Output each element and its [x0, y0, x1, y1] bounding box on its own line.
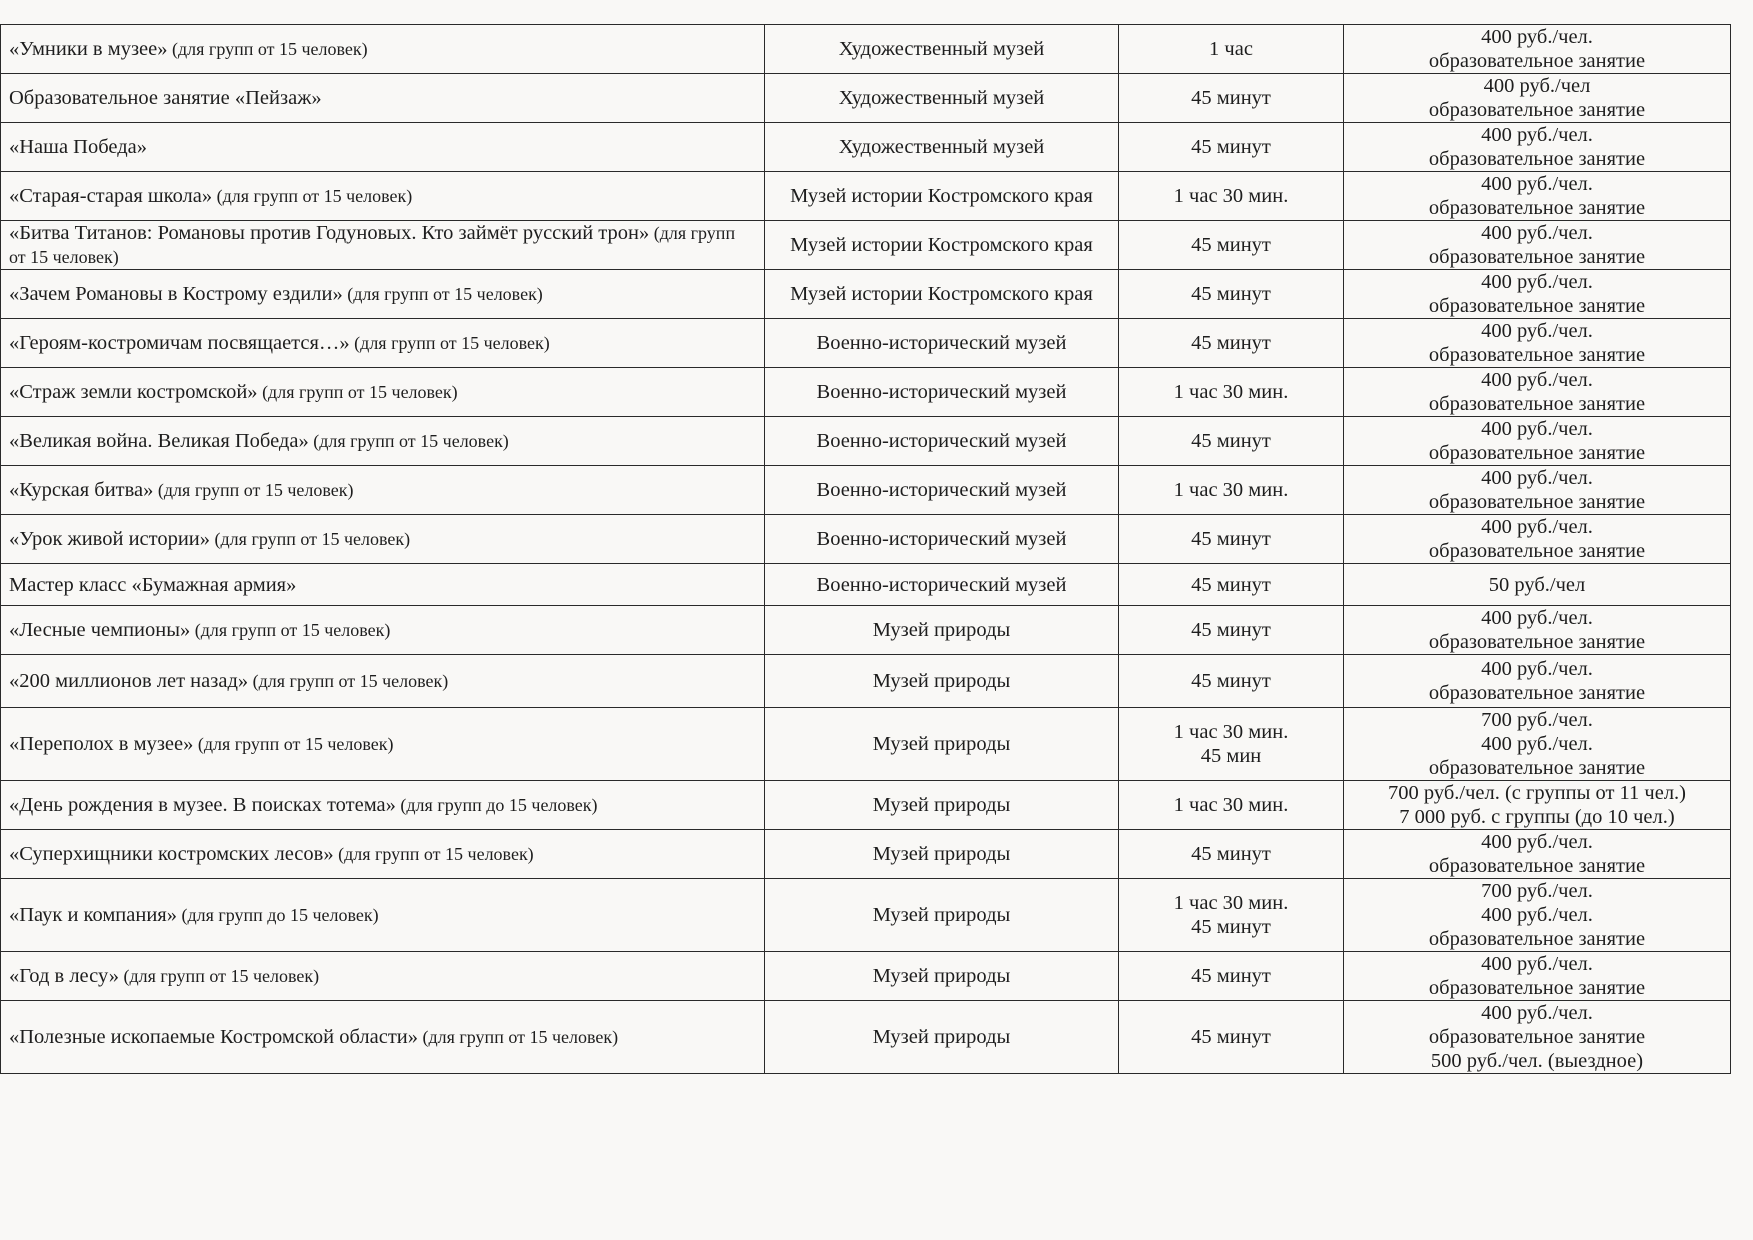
program-title-cell — [1, 1001, 765, 1074]
museum-cell: Музей истории Костромского края — [765, 172, 1119, 221]
duration-cell-line: 1 час 30 мин. — [1173, 721, 1289, 743]
table-row — [1, 466, 1731, 515]
museum-cell: Музей природы — [765, 1001, 1119, 1074]
group-size-note: (для групп от 15 человек) — [212, 186, 413, 206]
table-row — [1, 270, 1731, 319]
program-title: Образовательное занятие «Пейзаж» — [9, 87, 322, 109]
program-title: «Полезные ископаемые Костромской области» — [9, 1026, 418, 1048]
group-size-note: (для групп от 15 человек) — [210, 529, 411, 549]
price-cell-line: 400 руб./чел. — [1481, 467, 1593, 489]
program-title: «Страж земли костромской» — [9, 381, 258, 403]
duration-cell: 45 минут — [1119, 74, 1344, 123]
price-cell — [1344, 74, 1731, 123]
duration-cell-line: 1 час 30 мин. — [1173, 892, 1289, 914]
group-size-note: (для групп от 15 человек) — [9, 223, 736, 267]
price-cell-line: 400 руб./чел. — [1481, 733, 1593, 755]
museum-cell: Музей природы — [765, 781, 1119, 830]
duration-cell: 45 минут — [1119, 830, 1344, 879]
programs-table-body — [1, 25, 1731, 1074]
price-cell-line: образовательное занятие — [1428, 977, 1646, 999]
price-cell — [1344, 319, 1731, 368]
table-row — [1, 1001, 1731, 1074]
price-cell — [1344, 879, 1731, 952]
table-row — [1, 879, 1731, 952]
table-row — [1, 172, 1731, 221]
price-cell-line: образовательное занятие — [1428, 344, 1646, 366]
price-cell-line: образовательное занятие — [1428, 682, 1646, 704]
duration-cell: 45 минут — [1119, 515, 1344, 564]
price-cell-line: 400 руб./чел. — [1481, 904, 1593, 926]
program-title: «День рождения в музее. В поисках тотема» — [9, 794, 396, 816]
price-cell — [1344, 270, 1731, 319]
price-cell-line: 400 руб./чел. — [1481, 418, 1593, 440]
duration-cell: 45 минут — [1119, 319, 1344, 368]
price-cell-line: 400 руб./чел. — [1481, 607, 1593, 629]
program-title: «Наша Победа» — [9, 136, 147, 158]
price-cell — [1344, 417, 1731, 466]
museum-cell: Художественный музей — [765, 123, 1119, 172]
program-title: Мастер класс «Бумажная армия» — [9, 573, 297, 596]
duration-cell: 45 минут — [1119, 952, 1344, 1001]
group-size-note: (для групп от 15 человек) — [119, 966, 320, 986]
price-cell-line: 50 руб./чел — [1488, 573, 1586, 596]
group-size-note: (для групп от 15 человек) — [248, 671, 449, 691]
group-size-note: (для групп от 15 человек) — [193, 734, 394, 754]
museum-cell: Музей истории Костромского края — [765, 270, 1119, 319]
museum-cell: Музей природы — [765, 655, 1119, 708]
price-cell-line: 400 руб./чел. — [1481, 320, 1593, 342]
price-cell-line: 400 руб./чел. — [1481, 271, 1593, 293]
duration-cell: 45 минут — [1119, 655, 1344, 708]
price-cell-line: образовательное занятие — [1428, 1026, 1646, 1048]
program-title: «Битва Титанов: Романовы против Годуновых. Кто займёт русский трон» — [9, 222, 650, 244]
price-cell-line: 700 руб./чел. (с группы от 11 чел.) — [1387, 782, 1687, 804]
program-title: «Лесные чемпионы» — [9, 619, 191, 641]
price-cell-line: 400 руб./чел. — [1481, 173, 1593, 195]
duration-cell-line: 45 минут — [1191, 916, 1271, 938]
duration-cell: 1 час 30 мин. — [1119, 466, 1344, 515]
price-cell-line: 500 руб./чел. (выездное) — [1430, 1050, 1644, 1072]
price-cell-line: 7 000 руб. с группы (до 10 чел.) — [1399, 806, 1675, 828]
group-size-note: (для групп до 15 человек) — [395, 795, 598, 815]
program-title-cell — [1, 368, 765, 417]
price-cell — [1344, 25, 1731, 74]
table-row — [1, 515, 1731, 564]
price-cell — [1344, 655, 1731, 708]
program-title-cell — [1, 952, 765, 1001]
price-cell — [1344, 952, 1731, 1001]
table-row — [1, 25, 1731, 74]
duration-cell: 45 минут — [1119, 606, 1344, 655]
price-cell-line: 400 руб./чел. — [1481, 516, 1593, 538]
program-title-cell — [1, 319, 765, 368]
duration-cell — [1119, 879, 1344, 952]
duration-cell: 45 минут — [1119, 123, 1344, 172]
museum-cell: Военно-исторический музей — [765, 466, 1119, 515]
price-cell-line: 400 руб./чел. — [1481, 26, 1593, 48]
program-title: «Переполох в музее» — [9, 733, 194, 755]
price-cell-line: 700 руб./чел. — [1481, 709, 1593, 731]
price-cell-line: 400 руб./чел — [1483, 75, 1591, 97]
price-cell — [1344, 1001, 1731, 1074]
price-cell-line: 400 руб./чел. — [1481, 658, 1593, 680]
table-row — [1, 655, 1731, 708]
price-cell-line: образовательное занятие — [1428, 197, 1646, 219]
price-cell-line: образовательное занятие — [1428, 855, 1646, 877]
museum-cell: Музей истории Костромского края — [765, 221, 1119, 270]
duration-cell — [1119, 708, 1344, 781]
price-cell-line: 700 руб./чел. — [1481, 880, 1593, 902]
program-title: «Курская битва» — [9, 479, 154, 501]
price-cell-line: 400 руб./чел. — [1481, 222, 1593, 244]
museum-cell: Художественный музей — [765, 25, 1119, 74]
museum-cell: Военно-исторический музей — [765, 319, 1119, 368]
museum-cell: Музей природы — [765, 830, 1119, 879]
program-title: «Старая-старая школа» — [9, 185, 213, 207]
museum-cell: Военно-исторический музей — [765, 368, 1119, 417]
program-title-cell — [1, 564, 765, 606]
duration-cell: 45 минут — [1119, 564, 1344, 606]
program-title: «Героям-костромичам посвящается…» — [9, 332, 350, 354]
group-size-note: (для групп от 15 человек) — [167, 39, 368, 59]
museum-cell: Музей природы — [765, 879, 1119, 952]
program-title: «Паук и компания» — [9, 904, 177, 926]
table-row — [1, 417, 1731, 466]
price-cell-line: образовательное занятие — [1428, 246, 1646, 268]
price-cell — [1344, 515, 1731, 564]
museum-cell: Музей природы — [765, 606, 1119, 655]
program-title: «200 миллионов лет назад» — [9, 670, 249, 692]
table-row — [1, 606, 1731, 655]
duration-cell: 1 час 30 мин. — [1119, 368, 1344, 417]
program-title: «Великая война. Великая Победа» — [9, 430, 309, 452]
table-row — [1, 781, 1731, 830]
museum-cell: Военно-исторический музей — [765, 417, 1119, 466]
table-row — [1, 708, 1731, 781]
duration-cell: 1 час 30 мин. — [1119, 172, 1344, 221]
price-cell-line: 400 руб./чел. — [1481, 1002, 1593, 1024]
price-cell-line: образовательное занятие — [1428, 491, 1646, 513]
group-size-note: (для групп от 15 человек) — [342, 284, 543, 304]
program-title: «Суперхищники костромских лесов» — [9, 843, 334, 865]
program-title: «Урок живой истории» — [9, 528, 211, 550]
museum-cell: Военно-исторический музей — [765, 564, 1119, 606]
duration-cell: 45 минут — [1119, 1001, 1344, 1074]
group-size-note: (для групп от 15 человек) — [257, 382, 458, 402]
duration-cell: 1 час — [1119, 25, 1344, 74]
price-cell — [1344, 466, 1731, 515]
program-title-cell — [1, 655, 765, 708]
price-cell-line: образовательное занятие — [1428, 295, 1646, 317]
price-cell-line: образовательное занятие — [1428, 442, 1646, 464]
program-title-cell — [1, 606, 765, 655]
price-cell-line: образовательное занятие — [1428, 631, 1646, 653]
price-cell — [1344, 606, 1731, 655]
program-title-cell — [1, 417, 765, 466]
price-cell-line: образовательное занятие — [1428, 757, 1646, 779]
group-size-note: (для групп до 15 человек) — [176, 905, 379, 925]
table-row — [1, 221, 1731, 270]
table-row — [1, 368, 1731, 417]
program-title: «Год в лесу» — [9, 965, 119, 987]
table-row — [1, 123, 1731, 172]
price-cell-line: образовательное занятие — [1428, 393, 1646, 415]
program-title-cell — [1, 25, 765, 74]
price-cell — [1344, 123, 1731, 172]
price-cell — [1344, 221, 1731, 270]
museum-cell: Музей природы — [765, 708, 1119, 781]
price-cell-line: 400 руб./чел. — [1481, 831, 1593, 853]
price-cell-line: образовательное занятие — [1428, 148, 1646, 170]
duration-cell-line: 45 мин — [1200, 745, 1262, 767]
program-title: «Умники в музее» — [9, 38, 168, 60]
price-cell-line: образовательное занятие — [1428, 928, 1646, 950]
duration-cell: 45 минут — [1119, 417, 1344, 466]
duration-cell: 1 час 30 мин. — [1119, 781, 1344, 830]
price-cell — [1344, 830, 1731, 879]
price-cell-line: 400 руб./чел. — [1481, 369, 1593, 391]
program-title-cell — [1, 74, 765, 123]
table-row — [1, 564, 1731, 606]
group-size-note: (для групп от 15 человек) — [333, 844, 534, 864]
price-cell — [1344, 172, 1731, 221]
table-row — [1, 74, 1731, 123]
table-row — [1, 830, 1731, 879]
program-title-cell — [1, 270, 765, 319]
programs-table — [0, 24, 1731, 1074]
program-title-cell — [1, 466, 765, 515]
program-title-cell — [1, 172, 765, 221]
duration-cell: 45 минут — [1119, 270, 1344, 319]
table-row — [1, 952, 1731, 1001]
group-size-note: (для групп от 15 человек) — [308, 431, 509, 451]
price-cell-line: 400 руб./чел. — [1481, 953, 1593, 975]
group-size-note: (для групп от 15 человек) — [190, 620, 391, 640]
price-cell — [1344, 564, 1731, 606]
program-title-cell — [1, 515, 765, 564]
price-cell-line: образовательное занятие — [1428, 540, 1646, 562]
museum-cell: Музей природы — [765, 952, 1119, 1001]
table-row — [1, 319, 1731, 368]
group-size-note: (для групп от 15 человек) — [349, 333, 550, 353]
price-cell-line: образовательное занятие — [1428, 99, 1646, 121]
program-title-cell — [1, 879, 765, 952]
price-cell — [1344, 368, 1731, 417]
museum-cell: Военно-исторический музей — [765, 515, 1119, 564]
program-title-cell — [1, 708, 765, 781]
price-cell — [1344, 781, 1731, 830]
group-size-note: (для групп от 15 человек) — [153, 480, 354, 500]
program-title-cell — [1, 781, 765, 830]
price-cell-line: 400 руб./чел. — [1481, 124, 1593, 146]
price-cell — [1344, 708, 1731, 781]
program-title: «Зачем Романовы в Кострому ездили» — [9, 283, 343, 305]
program-title-cell — [1, 830, 765, 879]
price-cell-line: образовательное занятие — [1428, 50, 1646, 72]
museum-cell: Художественный музей — [765, 74, 1119, 123]
group-size-note: (для групп от 15 человек) — [418, 1027, 619, 1047]
program-title-cell — [1, 123, 765, 172]
duration-cell: 45 минут — [1119, 221, 1344, 270]
program-title-cell — [1, 221, 765, 270]
